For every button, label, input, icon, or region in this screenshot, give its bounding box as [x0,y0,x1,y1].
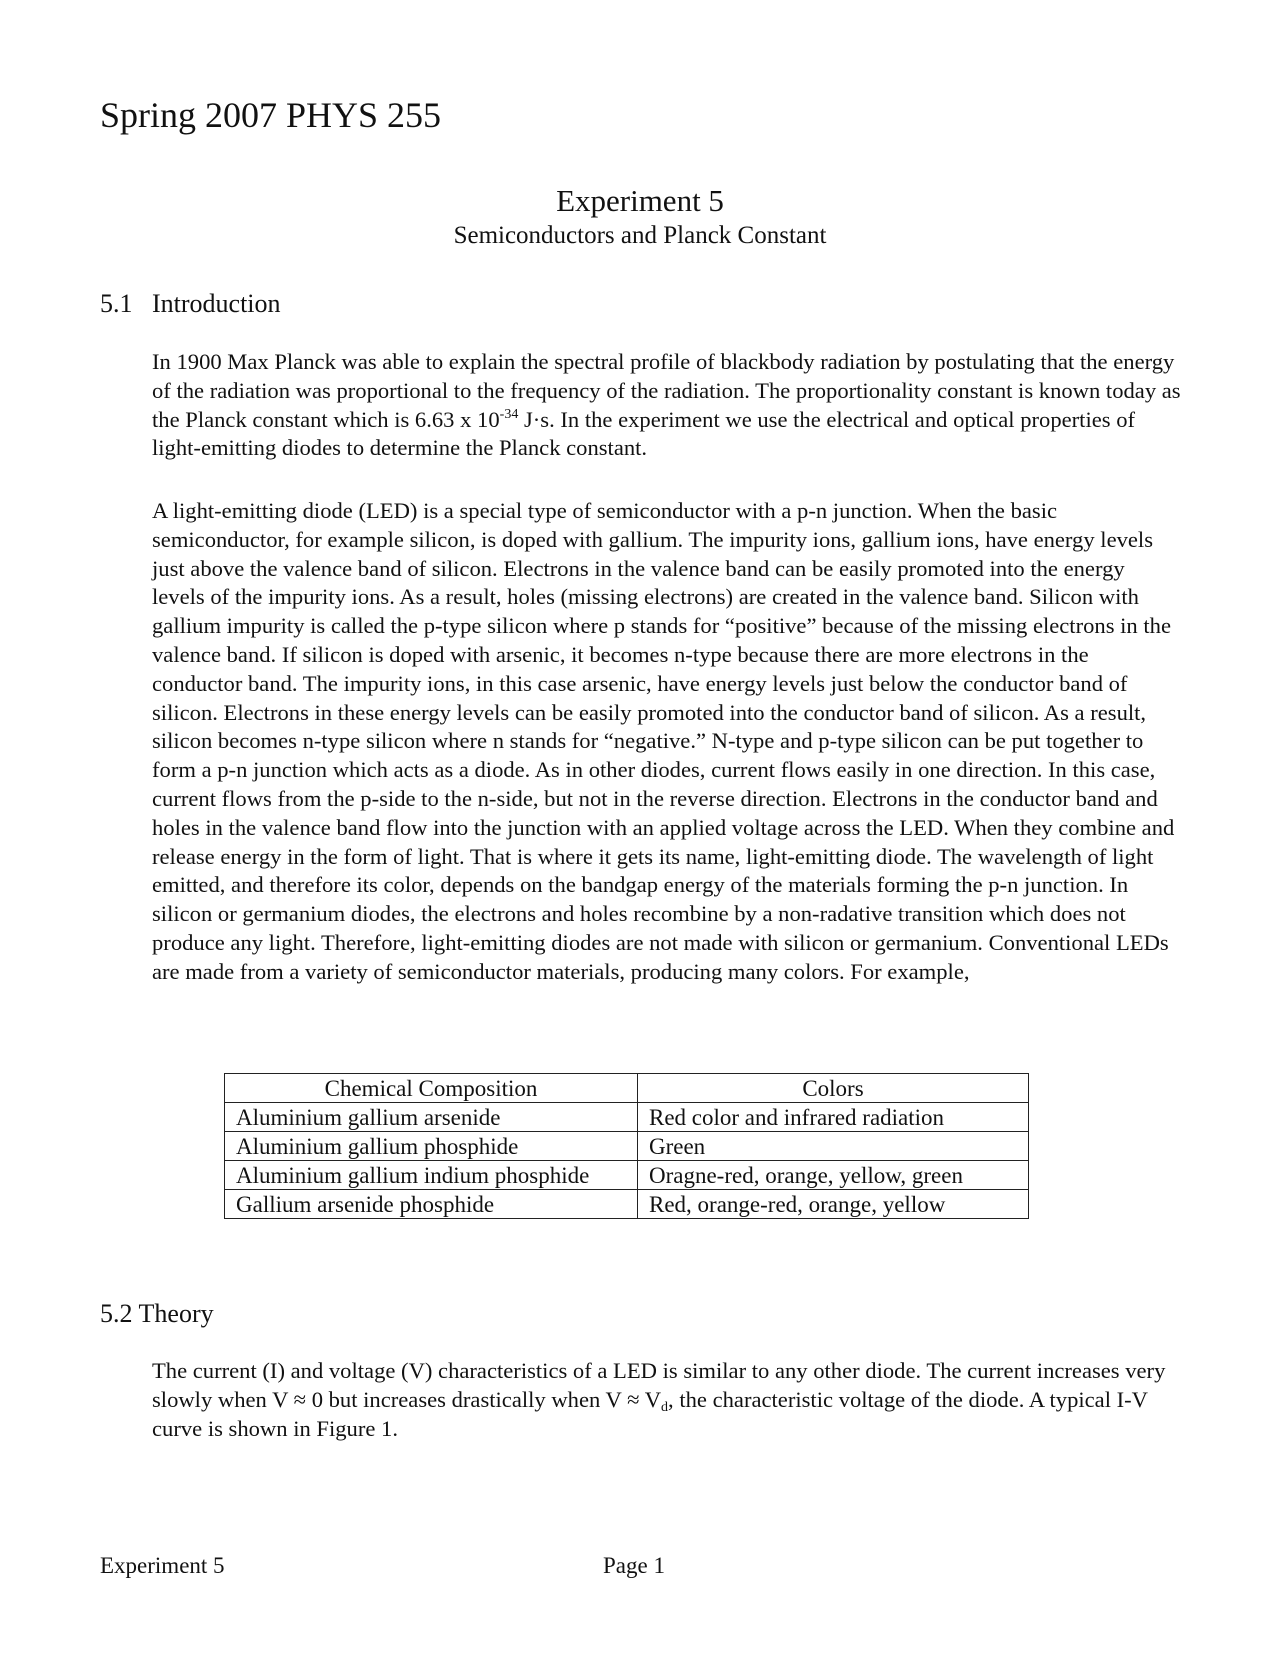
section-heading-introduction [100,289,281,319]
section-title: Introduction [152,289,281,318]
table-cell: Green [638,1132,1029,1161]
theory-paragraph-1 [152,1357,1182,1443]
table-cell: Aluminium gallium phosphide [225,1132,638,1161]
theory-paragraph-1-text-a: The current (I) and voltage (V) characteristics of a LED is similar to any other diode. The current increases very slowly when V ≈ 0 but increases drastically when V ≈ V [152,1358,1166,1412]
section-heading-theory [100,1299,214,1329]
planck-exponent: -34 [499,406,519,422]
voltage-subscript: d [661,1399,669,1415]
footer-experiment-label: Experiment 5 [100,1553,225,1578]
table-header-row [225,1074,1029,1103]
intro-paragraph-2: A light-emitting diode (LED) is a special type of semiconductor with a p-n junction. When the basic semiconductor, for example silicon, is doped with gallium. The impurity ions, gallium ions, have energy levels just above the valence band of silicon. Electrons in the valence band can be easily promoted into the energy levels of the impurity ions. As a result, holes (missing electrons) are created in the valence band. Silicon with gallium impurity is called the p-type silicon where p stands for “positive” because of the missing electrons in the valence band. If silicon is doped with arsenic, it becomes n-type because there are more electrons in the conductor band. The impurity ions, in this case arsenic, have energy levels just below the conductor band of silicon. Electrons in these energy levels can be easily promoted into the conductor band of silicon. As a result, silicon becomes n-type silicon where n stands for “negative.” N-type and p-type silicon can be put together to form a p-n junction which acts as a diode. As in other diodes, current flows easily in one direction. In this case, current flows from the p-side to the n-side, but not in the reverse direction. Electrons in the conductor band and holes in the valence band flow into the junction with an applied voltage across the LED. When they combine and release energy in the form of light. That is where it gets its name, light-emitting diode. The wavelength of light emitted, and therefore its color, depends on the bandgap energy of the materials forming the p-n junction. In silicon or germanium diodes, the electrons and holes recombine by a non-radative transition which does not produce any light. Therefore, light-emitting diodes are not made with silicon or germanium. Conventional LEDs are made from a variety of semiconductor materials, producing many colors. For example, [152,498,1175,984]
intro-paragraph-1 [152,348,1182,463]
section-title: Theory [138,1299,214,1328]
table-row [225,1132,1029,1161]
table-cell: Red, orange-red, orange, yellow [638,1190,1029,1219]
table-cell: Oragne-red, orange, yellow, green [638,1161,1029,1190]
section-number: 5.2 [100,1299,133,1328]
experiment-title: Experiment 5 [556,183,724,218]
table-row [225,1161,1029,1190]
table-row [225,1103,1029,1132]
section-number: 5.1 [100,289,133,318]
column-header-colors: Colors [638,1074,1029,1103]
led-composition-table [224,1073,1029,1219]
table-row [225,1190,1029,1219]
table-cell: Aluminium gallium arsenide [225,1103,638,1132]
footer-page-number: Page 1 [603,1553,665,1578]
theory-paragraph-1-text-b: , the characteristic voltage of the diode. A typical I-V curve is shown in Figure 1. [152,1386,1148,1441]
course-title: Spring 2007 PHYS 255 [100,95,442,135]
intro-paragraph-1-text-b: J·s. In the experiment we use the electrical and optical properties of light-emitting diodes to determine the Planck constant. [152,406,1136,461]
table-cell: Gallium arsenide phosphide [225,1190,638,1219]
table-cell: Red color and infrared radiation [638,1103,1029,1132]
intro-paragraph-1-text-a: In 1900 Max Planck was able to explain the spectral profile of blackbody radiation by postulating that the energy of the radiation was proportional to the frequency of the radiation. The proportionality constant is known today as the Planck constant which is 6.63 x 10 [152,349,1181,432]
column-header-composition: Chemical Composition [225,1074,638,1103]
table-cell: Aluminium gallium indium phosphide [225,1161,638,1190]
experiment-subtitle: Semiconductors and Planck Constant [453,222,827,249]
